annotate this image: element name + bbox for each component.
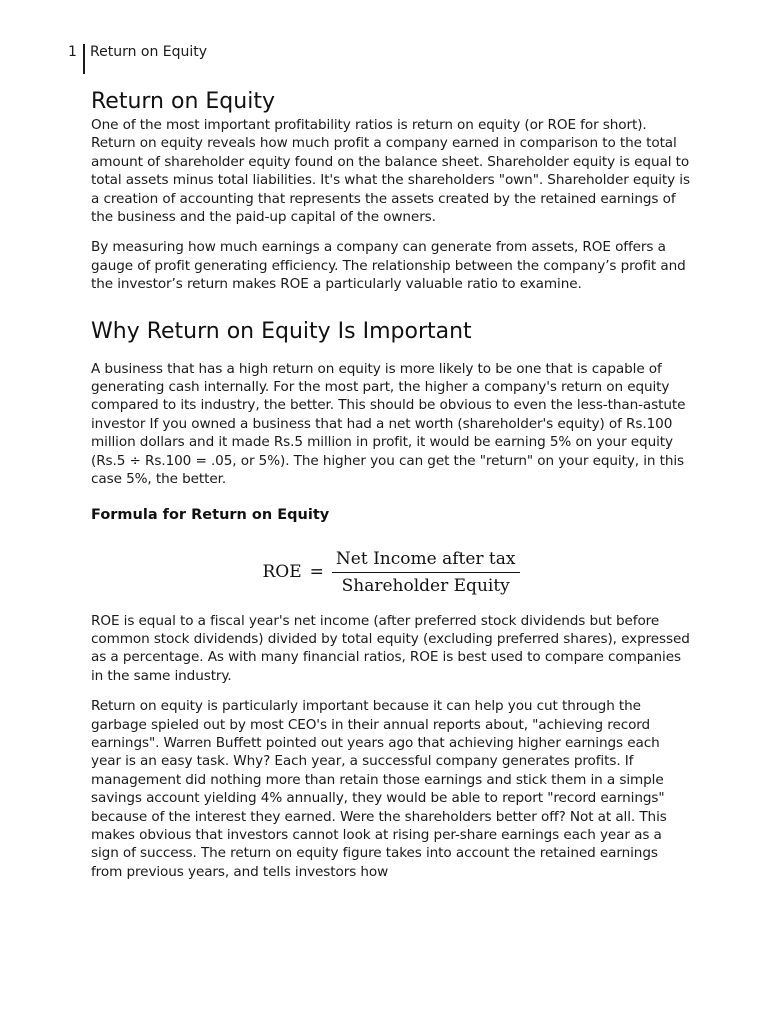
paragraph-intro-2: By measuring how much earnings a company can generate from assets, ROE offers a gauge of profit generating efficiency. The relationship between the company’s profit and the investor’s return makes ROE a particularly valuable ratio to examine. bbox=[91, 239, 686, 293]
heading-formula: Formula for Return on Equity bbox=[91, 506, 330, 523]
formula-denominator: Shareholder Equity bbox=[341, 575, 510, 596]
running-title: Return on Equity bbox=[90, 44, 208, 60]
formula-lhs: ROE bbox=[262, 562, 302, 582]
paragraph-formula-2: Return on equity is particularly important because it can help you cut through the garbage spieled out by most CEO's in their annual reports about, "achieving record earnings". Warren Buffett pointed out years ago that achieving higher earnings each year is an easy task. Why? Each year, a successful company generates profits. If management did nothing more than retain those earnings and stick them in a simple savings account yielding 4% annually, they would be able to report "record earnings" because of the interest they earned. Were the shareholders better off? Not at all. This makes obvious that investors cannot look at rising per-share earnings each year as a sign of success. The return on equity figure takes into account the retained earnings from previous years, and tells investors how bbox=[91, 698, 667, 880]
formula-numerator: Net Income after tax bbox=[335, 548, 516, 569]
page-number: 1 bbox=[68, 44, 77, 60]
formula-fraction bbox=[332, 549, 520, 596]
paragraph-intro-1: One of the most important profitability ratios is return on equity (or ROE for short). Return on equity reveals how much profit a company earned in comparison to the total amount of shareholder equity found on the balance sheet. Shareholder equity is equal to total assets minus total liabilities. It's what the shareholders "own". Shareholder equity is a creation of accounting that represents the assets created by the retained earnings of the business and the paid-up capital of the owners. bbox=[91, 117, 690, 226]
heading-return-on-equity: Return on Equity bbox=[91, 89, 275, 114]
heading-why-roe-important: Why Return on Equity Is Important bbox=[91, 318, 472, 344]
roe-formula bbox=[91, 549, 691, 596]
document-body bbox=[91, 88, 691, 893]
paragraph-formula-1: ROE is equal to a fiscal year's net income (after preferred stock dividends but before common stock dividends) divided by total equity (excluding preferred shares), expressed as a percentage. As with many financial ratios, ROE is best used to compare companies in the same industry. bbox=[91, 612, 690, 684]
formula-equals: = bbox=[309, 562, 324, 582]
header-divider bbox=[83, 44, 85, 74]
paragraph-why-1: A business that has a high return on equity is more likely to be one that is capable of generating cash internally. For the most part, the higher a company's return on equity compared to its industry, the better. This should be obvious to even the less-than-astute investor If you owned a business that had a net worth (shareholder's equity) of Rs.100 million dollars and it made Rs.5 million in profit, it would be earning 5% on your equity (Rs.5 ÷ Rs.100 = .05, or 5%). The higher you can get the "return" on your equity, in this case 5%, the better. bbox=[91, 360, 686, 488]
